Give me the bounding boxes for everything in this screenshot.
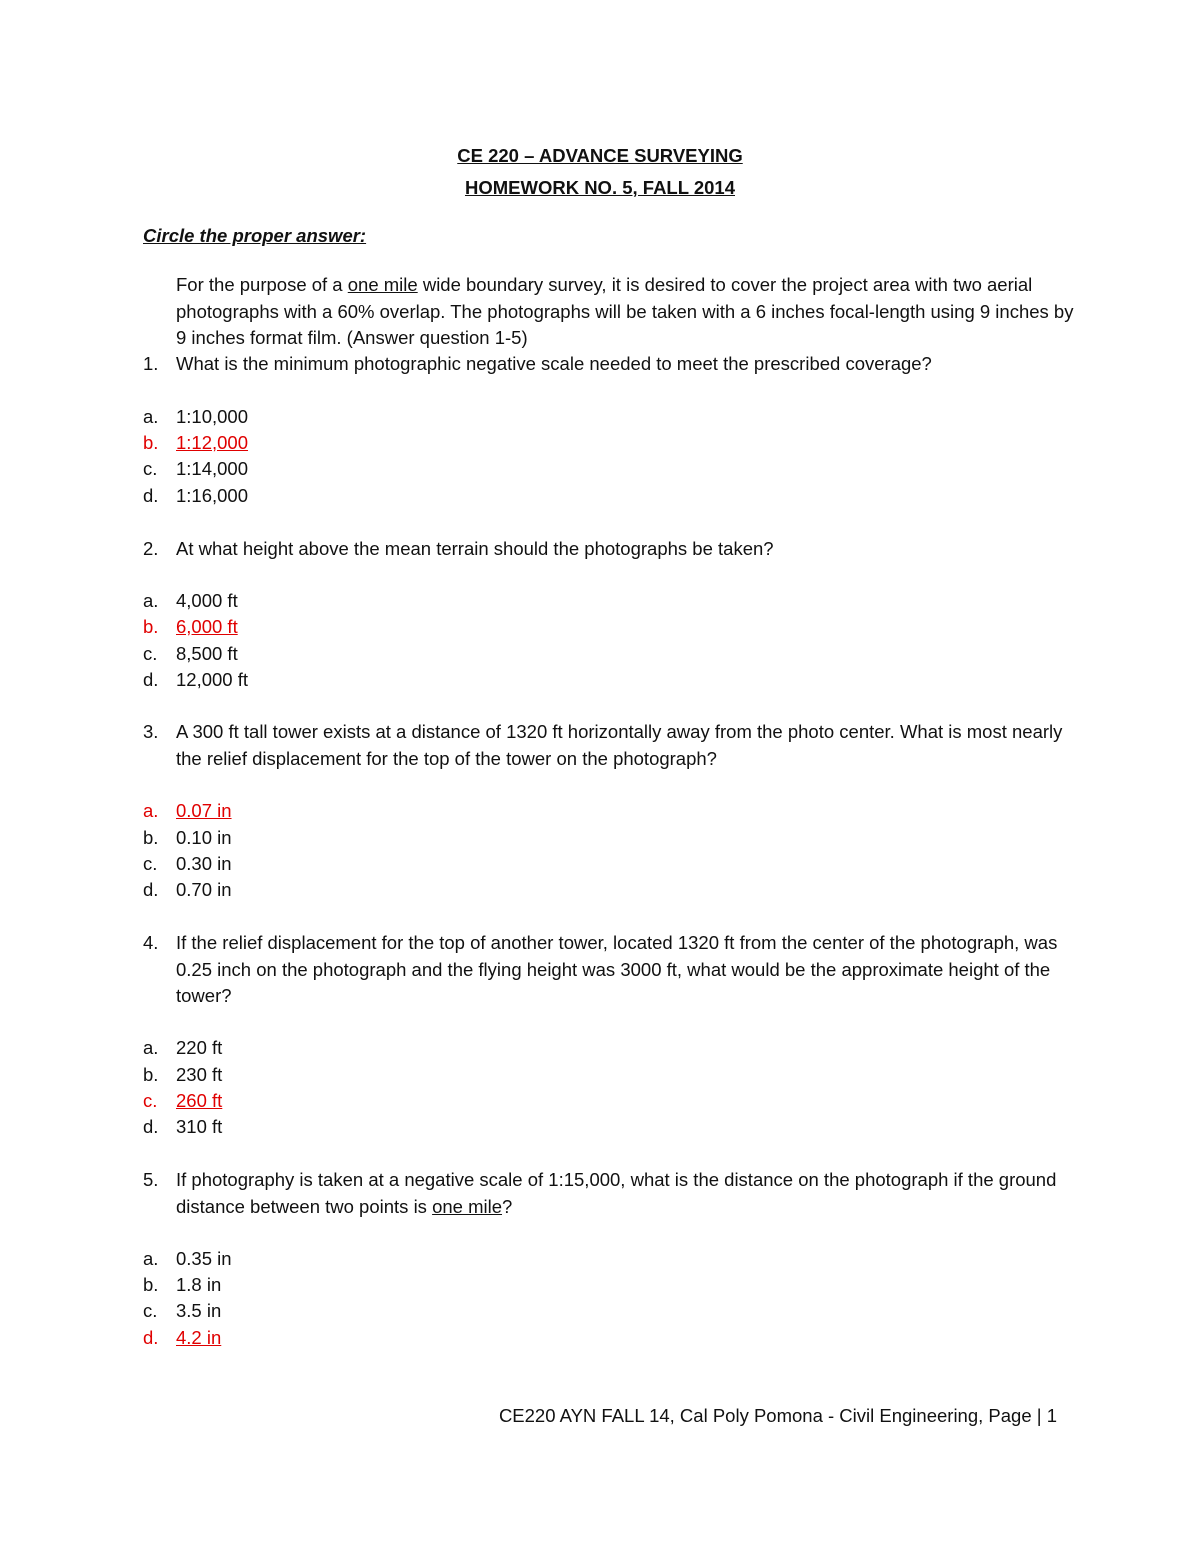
document-title: CE 220 – ADVANCE SURVEYING — [457, 145, 743, 166]
option-value: 6,000 ft — [176, 616, 238, 637]
question-text-2: ? — [502, 1195, 513, 1217]
option-letter: d. — [143, 879, 159, 900]
intro-paragraph — [176, 272, 1076, 352]
option-value: 0.30 in — [176, 853, 232, 874]
option-letter: a. — [143, 406, 159, 427]
question-text — [176, 1167, 1076, 1220]
question-number: 1. — [143, 353, 159, 374]
option-value: 0.70 in — [176, 879, 232, 900]
option-value: 4.2 in — [176, 1327, 222, 1348]
option-letter: b. — [143, 1274, 159, 1295]
option-letter: a. — [143, 1248, 159, 1269]
option-letter: d. — [143, 1116, 159, 1137]
intro-text-2: wide boundary survey, it is desired to cover the project area with two aerial photographs with a 60% overlap. The photographs will be taken with a 6 inches focal-length using 9 inches by 9 inches format film. (Answer question 1-5) — [176, 274, 1074, 348]
option-value: 1:16,000 — [176, 485, 249, 506]
option-letter: d. — [143, 1327, 159, 1348]
option-value: 1:14,000 — [176, 458, 249, 479]
option-letter: a. — [143, 800, 159, 821]
question-text: What is the minimum photographic negative scale needed to meet the prescribed coverage? — [176, 353, 932, 374]
document-subtitle: HOMEWORK NO. 5, FALL 2014 — [464, 177, 735, 198]
question-text: If the relief displacement for the top of another tower, located 1320 ft from the center of the photograph, was 0.25 inch on the photograph and the flying height was 3000 ft, what would be the approximate height of the tower? — [176, 932, 1058, 1006]
question-number: 2. — [143, 538, 159, 559]
option-letter: c. — [143, 853, 158, 874]
question-text: A 300 ft tall tower exists at a distance of 1320 ft horizontally away from the photo center. What is most nearly the relief displacement for the top of the tower on the photograph? — [176, 721, 1063, 769]
option-value: 1:10,000 — [176, 406, 249, 427]
option-value: 0.35 in — [176, 1248, 232, 1269]
option-value: 220 ft — [176, 1037, 223, 1058]
option-letter: c. — [143, 1300, 158, 1321]
option-letter: d. — [143, 485, 159, 506]
option-value: 0.07 in — [176, 800, 232, 821]
question-number: 3. — [143, 721, 159, 742]
intro-underlined: one mile — [347, 274, 418, 295]
instruction-text: Circle the proper answer: — [143, 225, 367, 246]
option-letter: c. — [143, 458, 158, 479]
page-footer: CE220 AYN FALL 14, Cal Poly Pomona - Civil Engineering, Page | 1 — [498, 1405, 1057, 1426]
question-text: At what height above the mean terrain should the photographs be taken? — [176, 538, 774, 559]
intro-text-1: For the purpose of a — [176, 274, 348, 295]
option-letter: a. — [143, 590, 159, 611]
option-value: 8,500 ft — [176, 643, 238, 664]
option-value: 3.5 in — [176, 1300, 222, 1321]
option-letter: c. — [143, 643, 158, 664]
option-letter: b. — [143, 1064, 159, 1085]
option-value: 12,000 ft — [176, 669, 249, 690]
option-value: 1.8 in — [176, 1274, 222, 1295]
question-underlined: one mile — [432, 1195, 503, 1217]
option-letter: b. — [143, 432, 159, 453]
option-value: 0.10 in — [176, 827, 232, 848]
option-value: 310 ft — [176, 1116, 223, 1137]
option-letter: b. — [143, 616, 159, 637]
option-letter: c. — [143, 1090, 158, 1111]
question-number: 4. — [143, 932, 159, 953]
option-value: 1:12,000 — [176, 432, 249, 453]
question-text-1: If photography is taken at a negative scale of 1:15,000, what is the distance on the photograph if the ground distance between two points is — [176, 1169, 1057, 1217]
option-value: 230 ft — [176, 1064, 223, 1085]
question-number: 5. — [143, 1169, 159, 1190]
option-value: 4,000 ft — [176, 590, 238, 611]
option-letter: d. — [143, 669, 159, 690]
option-letter: b. — [143, 827, 159, 848]
option-letter: a. — [143, 1037, 159, 1058]
option-value: 260 ft — [176, 1090, 223, 1111]
